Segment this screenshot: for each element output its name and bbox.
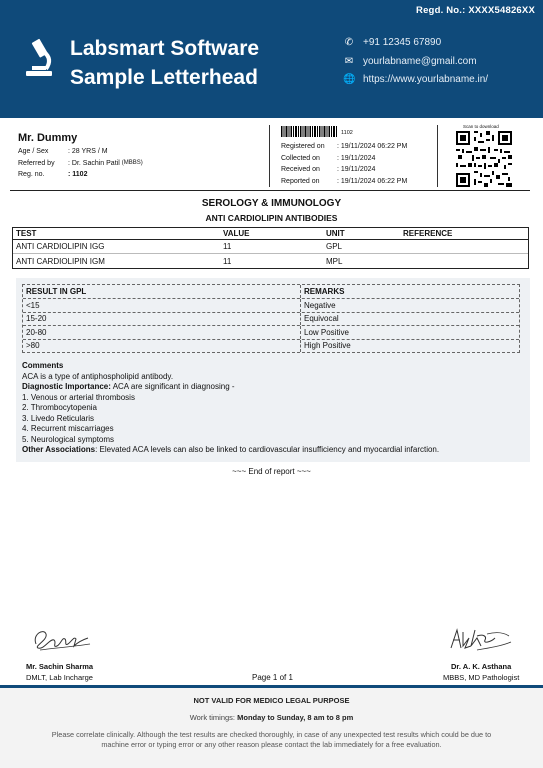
patient-info bbox=[18, 146, 143, 181]
other-associations-label: Other Associations bbox=[22, 445, 96, 454]
table-row bbox=[23, 339, 519, 352]
range-cell: 20-80 bbox=[23, 326, 301, 338]
reg-no-label: Reg. no. bbox=[18, 171, 45, 178]
results-header bbox=[13, 228, 528, 240]
timings-value: Monday to Sunday, 8 am to 8 pm bbox=[237, 713, 354, 722]
timings-label: Work timings: bbox=[189, 713, 238, 722]
referred-suffix: (MBBS) bbox=[121, 159, 143, 166]
interpretation-table bbox=[22, 284, 520, 353]
other-associations-text: : Elevated ACA levels can also be linked to cardiovascular insufficiency and myocardial infarction. bbox=[95, 445, 440, 454]
test-value: 11 bbox=[223, 242, 232, 251]
comments-section bbox=[22, 361, 527, 456]
results-table bbox=[12, 227, 529, 269]
age-value: : 28 YRS / M bbox=[68, 148, 108, 155]
sample-dates bbox=[281, 141, 407, 187]
page-number: Page 1 of 1 bbox=[252, 673, 293, 682]
right-signatory-qualification: MBBS, MD Pathologist bbox=[443, 673, 520, 682]
col-unit: UNIT bbox=[326, 229, 345, 238]
signature-left bbox=[30, 624, 94, 654]
comments-heading: Comments bbox=[22, 361, 64, 370]
range-cell: >80 bbox=[23, 340, 301, 352]
reported-value: : 19/11/2024 06:22 PM bbox=[337, 177, 408, 185]
list-item: 5. Neurological symptoms bbox=[22, 434, 115, 444]
qr-code-image[interactable] bbox=[456, 131, 512, 187]
range-cell: <15 bbox=[23, 299, 301, 311]
table-row bbox=[23, 325, 519, 338]
reported-label: Reported on bbox=[281, 177, 320, 185]
referred-value: : Dr. Sachin Patil bbox=[68, 159, 120, 167]
right-signatory-name: Dr. A. K. Asthana bbox=[451, 662, 512, 671]
diagnostic-text: ACA are significant in diagnosing - bbox=[110, 382, 235, 391]
received-value: : 19/11/2024 bbox=[337, 166, 376, 173]
contact-website[interactable] bbox=[343, 74, 488, 85]
footer-note: Please correlate clinically. Although the test results are checked thoroughly, in case of any unexpected test results which could be due to machine error or typing error or any other reason please contact the lab immediately for a free evaluation. bbox=[51, 730, 492, 749]
remark-cell: Negative bbox=[304, 301, 336, 311]
registration-number: Regd. No.: XXXX54826XX bbox=[416, 5, 535, 16]
left-signatory-name: Mr. Sachin Sharma bbox=[26, 662, 94, 671]
list-item: 3. Livedo Reticularis bbox=[22, 413, 95, 423]
legal-disclaimer: NOT VALID FOR MEDICO LEGAL PURPOSE bbox=[193, 696, 350, 705]
patient-divider bbox=[10, 190, 530, 191]
letterhead-header bbox=[0, 0, 543, 118]
test-unit: MPL bbox=[326, 256, 343, 266]
department-title: SEROLOGY & IMMUNOLOGY bbox=[201, 198, 342, 209]
list-item: 2. Thrombocytopenia bbox=[22, 403, 98, 412]
registered-value: : 19/11/2024 06:22 PM bbox=[337, 143, 408, 150]
referred-label: Referred by bbox=[18, 159, 55, 167]
table-row bbox=[23, 312, 519, 325]
registered-label: Registered on bbox=[281, 143, 325, 150]
col-remarks: REMARKS bbox=[304, 287, 345, 297]
diagnostic-label: Diagnostic Importance: bbox=[22, 382, 111, 391]
range-cell: 15-20 bbox=[23, 313, 301, 325]
left-signatory-qualification: DMLT, Lab Incharge bbox=[26, 673, 93, 682]
mail-icon: ✉ bbox=[344, 56, 354, 67]
remark-cell: High Positive bbox=[304, 341, 351, 351]
test-unit: GPL bbox=[326, 242, 343, 251]
interpretation-header bbox=[23, 285, 519, 298]
phone-text: +91 12345 67890 bbox=[363, 37, 442, 48]
remark-cell: Equivocal bbox=[304, 314, 339, 324]
scan-caption: Scan to download bbox=[463, 124, 499, 129]
divider-right bbox=[437, 125, 438, 187]
lab-brand-name bbox=[70, 34, 259, 92]
col-test: TEST bbox=[16, 229, 37, 238]
contact-phone bbox=[343, 37, 441, 48]
table-row bbox=[23, 298, 519, 311]
work-timings bbox=[0, 713, 543, 722]
table-row bbox=[13, 254, 528, 268]
divider-left bbox=[269, 125, 270, 187]
remark-cell: Low Positive bbox=[304, 327, 349, 337]
patient-name: Mr. Dummy bbox=[18, 132, 78, 144]
test-title: ANTI CARDIOLIPIN ANTIBODIES bbox=[205, 213, 338, 223]
age-label: Age / Sex bbox=[18, 148, 49, 155]
contact-email[interactable] bbox=[343, 56, 477, 67]
website-text[interactable]: https://www.yourlabname.in/ bbox=[363, 74, 489, 85]
collected-label: Collected on bbox=[281, 154, 320, 162]
comments-line: ACA is a type of antiphospholipid antibody. bbox=[22, 371, 174, 381]
table-row bbox=[13, 240, 528, 254]
received-label: Received on bbox=[281, 166, 320, 173]
test-name: ANTI CARDIOLIPIN IGM bbox=[16, 256, 105, 266]
col-reference: REFERENCE bbox=[403, 229, 453, 238]
brand-line-1: Labsmart Software bbox=[70, 37, 260, 60]
col-value: VALUE bbox=[223, 229, 250, 238]
signature-right bbox=[447, 624, 513, 654]
globe-icon: 🌐 bbox=[343, 74, 356, 85]
barcode-number: 1102 bbox=[341, 130, 353, 136]
email-text[interactable]: yourlabname@gmail.com bbox=[363, 56, 477, 67]
collected-value: : 19/11/2024 bbox=[337, 154, 376, 162]
end-of-report: ~~~ End of report ~~~ bbox=[232, 467, 311, 476]
phone-icon: ✆ bbox=[344, 37, 354, 48]
col-result: RESULT IN GPL bbox=[23, 285, 301, 298]
test-value: 11 bbox=[223, 256, 232, 266]
microscope-icon bbox=[22, 38, 56, 78]
barcode-image bbox=[281, 126, 337, 137]
reg-no-value: : 1102 bbox=[68, 171, 88, 178]
list-item: 4. Recurrent miscarriages bbox=[22, 424, 114, 433]
test-name: ANTI CARDIOLIPIN IGG bbox=[16, 242, 105, 251]
brand-line-2: Sample Letterhead bbox=[70, 66, 258, 89]
list-item: 1. Venous or arterial thrombosis bbox=[22, 392, 135, 402]
